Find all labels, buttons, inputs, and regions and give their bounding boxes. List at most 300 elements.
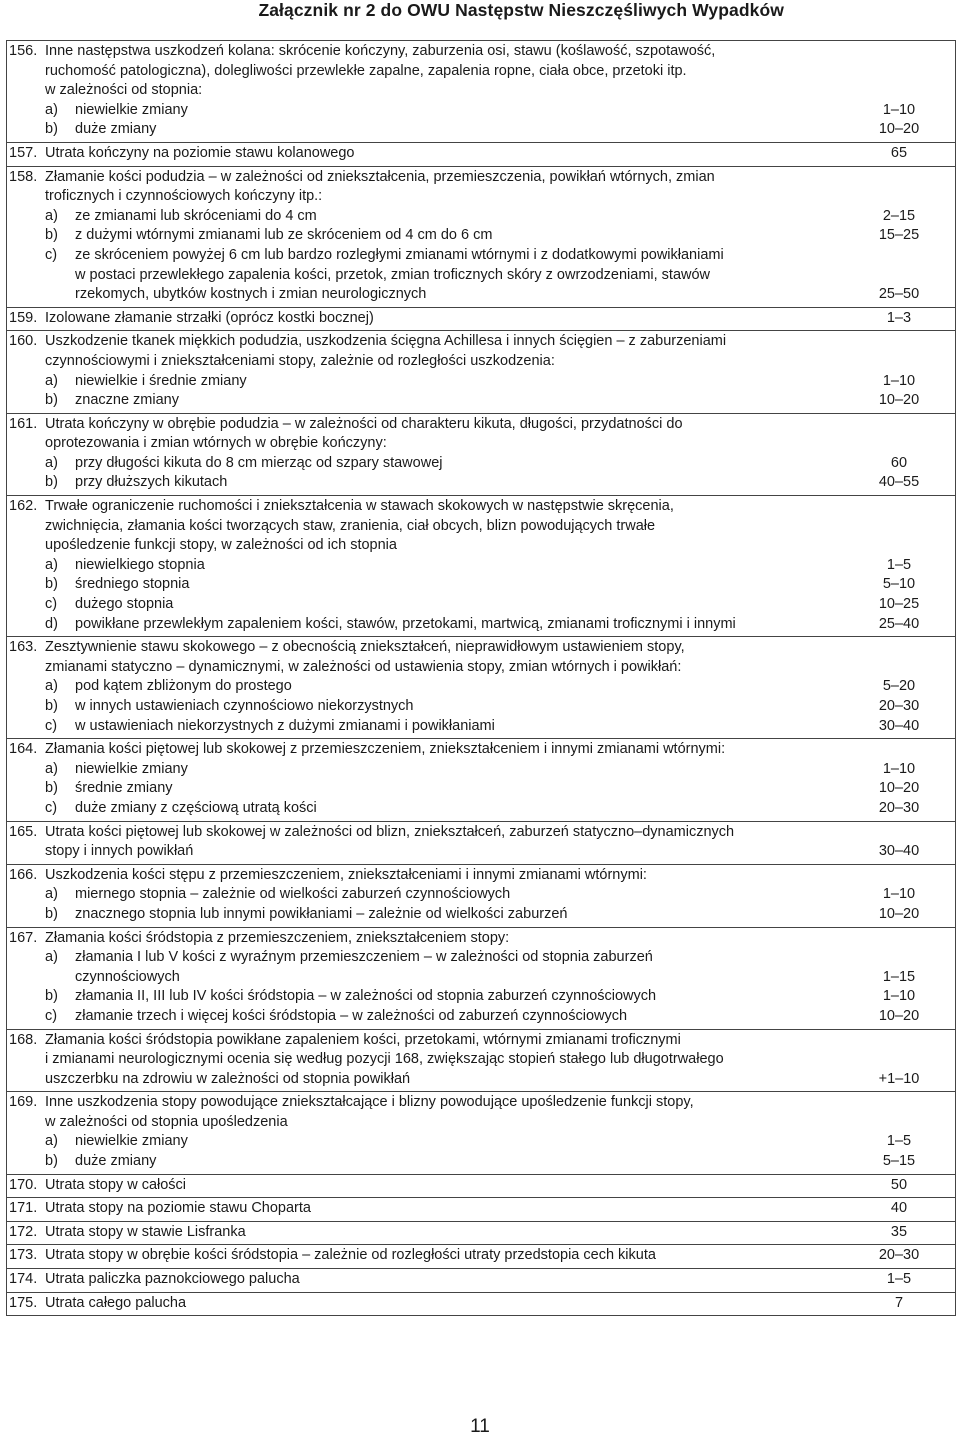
- percentage-value: [843, 929, 955, 949]
- row-description: [7, 454, 843, 474]
- item-letter: a): [45, 760, 58, 777]
- item-text: stopy i innych powikłań: [45, 843, 194, 860]
- row-description: [7, 1132, 843, 1152]
- percentage-value: 40–55: [878, 474, 920, 491]
- percentage-value: [843, 246, 955, 266]
- item-text: Utrata kończyny na poziomie stawu kolanowego: [45, 144, 355, 161]
- item-text: oprotezowania i zmian wtórnych w obrębie kończyny:: [45, 435, 387, 452]
- row-line: [7, 434, 955, 454]
- item-text: duże zmiany: [75, 1153, 157, 1170]
- table-row: [7, 822, 955, 865]
- percentage-value: 15–25: [878, 227, 920, 244]
- item-number: 160.: [9, 333, 38, 350]
- item-text: Utrata stopy w stawie Lisfranka: [45, 1223, 246, 1240]
- item-text: średniego stopnia: [75, 576, 190, 593]
- percentage-value: 65: [890, 144, 908, 161]
- item-text: niewielkiego stopnia: [75, 556, 205, 573]
- item-letter: b): [45, 780, 58, 797]
- injury-table: [6, 40, 956, 1316]
- item-letter: a): [45, 372, 58, 389]
- row-line: [7, 226, 955, 246]
- row-description: [7, 62, 843, 82]
- row-line: [7, 101, 955, 121]
- row-description: [7, 1093, 843, 1113]
- percentage-value: 10–20: [878, 121, 920, 138]
- table-row: [7, 1092, 955, 1174]
- table-row: [7, 143, 955, 167]
- row-line: [7, 615, 955, 635]
- item-number: 174.: [9, 1271, 38, 1288]
- document-header: Załącznik nr 2 do OWU Następstw Nieszczęśliwych Wypadków: [258, 0, 784, 20]
- item-text: Utrata paliczka paznokciowego palucha: [45, 1271, 300, 1288]
- row-line: [7, 1093, 955, 1113]
- row-line: [7, 823, 955, 843]
- percentage-value: [843, 658, 955, 678]
- row-description: [7, 1270, 843, 1290]
- item-letter: a): [45, 454, 58, 471]
- row-description: [7, 1176, 843, 1196]
- item-text: Uszkodzenia kości stępu z przemieszczeniem, zniekształceniami i innymi zmianami wtórnymi:: [45, 866, 647, 883]
- item-text: duże zmiany z częściową utratą kości: [75, 799, 317, 816]
- item-number: 171.: [9, 1200, 38, 1217]
- row-description: [7, 309, 843, 329]
- row-line: [7, 658, 955, 678]
- row-description: [7, 638, 843, 658]
- table-row: [7, 414, 955, 496]
- row-description: [7, 246, 843, 266]
- item-letter: b): [45, 1153, 58, 1170]
- row-description: [7, 866, 843, 886]
- item-text: Złamania kości śródstopia powikłane zapaleniem kości, przetokami, wtórnymi zmianami troficznymi: [45, 1031, 681, 1048]
- item-text: Zesztywnienie stawu skokowego – z obecnością zniekształceń, nieprawidłowym ustawieniem stopy,: [45, 639, 685, 656]
- row-description: [7, 1007, 843, 1027]
- percentage-value: [843, 638, 955, 658]
- row-description: [7, 168, 843, 188]
- row-description: [7, 81, 843, 101]
- item-text: złamanie trzech i więcej kości śródstopia – w zależności od zaburzeń czynnościowych: [75, 1007, 628, 1024]
- percentage-value: 10–20: [878, 1007, 920, 1024]
- row-line: [7, 968, 955, 988]
- row-description: [7, 1070, 843, 1090]
- item-text: rzekomych, ubytków kostnych i zmian neurologicznych: [75, 286, 427, 303]
- row-description: [7, 1113, 843, 1133]
- item-text: średnie zmiany: [75, 780, 173, 797]
- item-text: niewielkie zmiany: [75, 760, 188, 777]
- item-letter: c): [45, 596, 58, 613]
- row-line: [7, 246, 955, 266]
- item-text: Złamania kości śródstopia z przemieszczeniem, zniekształceniem stopy:: [45, 929, 510, 946]
- percentage-value: [843, 1113, 955, 1133]
- row-description: [7, 266, 843, 286]
- row-line: [7, 1270, 955, 1290]
- row-line: [7, 1031, 955, 1051]
- row-description: [7, 968, 843, 988]
- item-text: niewielkie i średnie zmiany: [75, 372, 247, 389]
- item-text: duże zmiany: [75, 121, 157, 138]
- row-line: [7, 638, 955, 658]
- percentage-value: 30–40: [878, 843, 920, 860]
- table-row: [7, 308, 955, 332]
- row-description: [7, 207, 843, 227]
- table-row: [7, 1293, 955, 1317]
- row-description: [7, 473, 843, 493]
- row-line: [7, 391, 955, 411]
- row-description: [7, 120, 843, 140]
- row-line: [7, 556, 955, 576]
- row-line: [7, 62, 955, 82]
- item-number: 156.: [9, 43, 38, 59]
- item-text: niewielkie zmiany: [75, 101, 188, 118]
- row-description: [7, 101, 843, 121]
- row-description: [7, 740, 843, 760]
- row-description: [7, 1050, 843, 1070]
- percentage-value: 35: [890, 1223, 908, 1240]
- item-letter: a): [45, 556, 58, 573]
- item-text: uszczerbku na zdrowiu w zależności od stopnia powikłań: [45, 1070, 411, 1087]
- item-text: Utrata stopy w obrębie kości śródstopia – zależnie od rozległości utraty przedstopia cech kikuta: [45, 1247, 656, 1264]
- item-text: w ustawieniach niekorzystnych z dużymi zmianami i powikłaniami: [75, 717, 495, 734]
- row-line: [7, 575, 955, 595]
- item-number: 168.: [9, 1031, 38, 1048]
- percentage-value: 10–20: [878, 905, 920, 922]
- row-description: [7, 760, 843, 780]
- item-text: niewielkie zmiany: [75, 1133, 188, 1150]
- row-line: [7, 779, 955, 799]
- item-text: zmianami statyczno – dynamicznymi, w zależności od ustawienia stopy, zmian wtórnych i powikłań:: [45, 658, 682, 675]
- percentage-value: 20–30: [878, 698, 920, 714]
- percentage-value: 25–40: [878, 615, 920, 632]
- item-number: 167.: [9, 929, 38, 946]
- row-line: [7, 1050, 955, 1070]
- item-text: przy długości kikuta do 8 cm mierząc od szpary stawowej: [75, 454, 443, 471]
- item-text: ruchomość patologiczna), dolegliwości przewlekłe zapalne, zapalenia ropne, ciała obce, przetoki itp.: [45, 62, 687, 79]
- item-number: 166.: [9, 866, 38, 883]
- percentage-value: [843, 1093, 955, 1113]
- percentage-value: [843, 1050, 955, 1070]
- row-line: [7, 144, 955, 164]
- percentage-value: 1–3: [886, 309, 912, 326]
- table-row: [7, 167, 955, 308]
- row-line: [7, 717, 955, 737]
- row-line: [7, 536, 955, 556]
- row-description: [7, 929, 843, 949]
- row-line: [7, 1223, 955, 1243]
- item-text: troficznych i czynnościowych kończyny itp.:: [45, 188, 323, 205]
- item-text: pod kątem zbliżonym do prostego: [75, 678, 292, 695]
- row-description: [7, 905, 843, 925]
- percentage-value: [843, 434, 955, 454]
- item-text: czynnościowych: [75, 968, 180, 985]
- item-number: 157.: [9, 144, 38, 161]
- row-description: [7, 372, 843, 392]
- item-text: Inne uszkodzenia stopy powodujące zniekształcające i blizny powodujące upośledzenie funkcji stopy,: [45, 1094, 694, 1111]
- row-line: [7, 309, 955, 329]
- row-line: [7, 517, 955, 537]
- percentage-value: 1–10: [882, 372, 916, 389]
- percentage-value: 1–5: [886, 556, 912, 573]
- row-description: [7, 885, 843, 905]
- table-row: [7, 1030, 955, 1093]
- percentage-value: 10–20: [878, 780, 920, 797]
- table-row: [7, 739, 955, 821]
- row-description: [7, 1199, 843, 1219]
- percentage-value: [843, 517, 955, 537]
- row-line: [7, 1199, 955, 1219]
- item-number: 170.: [9, 1176, 38, 1193]
- row-line: [7, 987, 955, 1007]
- row-description: [7, 1246, 843, 1266]
- percentage-value: 10–25: [878, 596, 920, 613]
- row-line: [7, 885, 955, 905]
- percentage-value: 10–20: [878, 392, 920, 409]
- item-text: zwichnięcia, złamania kości tworzących staw, zranienia, ciał obcych, blizn powodujących trwałe: [45, 517, 656, 534]
- row-line: [7, 168, 955, 188]
- row-description: [7, 1152, 843, 1172]
- row-line: [7, 1007, 955, 1027]
- row-line: [7, 187, 955, 207]
- row-line: [7, 497, 955, 517]
- item-letter: c): [45, 246, 58, 263]
- percentage-value: 25–50: [878, 286, 920, 303]
- item-number: 158.: [9, 168, 38, 185]
- row-description: [7, 144, 843, 164]
- row-description: [7, 226, 843, 246]
- item-letter: c): [45, 799, 58, 816]
- row-description: [7, 948, 843, 968]
- item-letter: a): [45, 207, 58, 224]
- percentage-value: +1–10: [878, 1070, 920, 1087]
- row-description: [7, 779, 843, 799]
- row-line: [7, 207, 955, 227]
- item-text: Izolowane złamanie strzałki (oprócz kostki bocznej): [45, 309, 374, 326]
- percentage-value: 5–10: [882, 576, 916, 593]
- percentage-value: [843, 497, 955, 517]
- row-description: [7, 717, 843, 737]
- row-description: [7, 536, 843, 556]
- row-line: [7, 372, 955, 392]
- item-letter: a): [45, 678, 58, 695]
- item-text: złamania II, III lub IV kości śródstopia – w zależności od stopnia zaburzeń czynnościowych: [75, 988, 657, 1005]
- row-description: [7, 415, 843, 435]
- item-text: ze skróceniem powyżej 6 cm lub bardzo rozległymi zmianami wtórnymi i z dodatkowymi powikłaniami: [75, 246, 724, 263]
- item-letter: b): [45, 905, 58, 922]
- table-row: [7, 331, 955, 413]
- row-description: [7, 595, 843, 615]
- item-text: Utrata stopy w całości: [45, 1176, 187, 1193]
- row-line: [7, 120, 955, 140]
- item-text: w postaci przewlekłego zapalenia kości, przetok, zmian troficznych skóry z owrzodzeniami, stawów: [75, 266, 711, 283]
- row-description: [7, 434, 843, 454]
- table-row: [7, 928, 955, 1030]
- item-text: czynnościowymi i zniekształceniami stopy, zależnie od rozległości uszkodzenia:: [45, 352, 555, 369]
- item-text: Złamania kości piętowej lub skokowej z przemieszczeniem, zniekształceniem i innymi zmianami wtórnymi:: [45, 741, 726, 758]
- row-description: [7, 187, 843, 207]
- percentage-value: 40: [890, 1200, 908, 1217]
- item-text: dużego stopnia: [75, 596, 174, 613]
- row-line: [7, 42, 955, 62]
- row-line: [7, 842, 955, 862]
- percentage-value: 20–30: [878, 1247, 920, 1264]
- item-text: w innych ustawieniach czynnościowo niekorzystnych: [75, 698, 414, 714]
- row-description: [7, 987, 843, 1007]
- item-text: z dużymi wtórnymi zmianami lub ze skróceniem od 4 cm do 6 cm: [75, 227, 493, 244]
- row-line: [7, 799, 955, 819]
- row-line: [7, 285, 955, 305]
- percentage-value: [843, 332, 955, 352]
- item-number: 163.: [9, 639, 38, 656]
- item-number: 169.: [9, 1094, 38, 1111]
- percentage-value: 60: [890, 454, 908, 471]
- item-text: Inne następstwa uszkodzeń kolana: skrócenie kończyny, zaburzenia osi, stawu (koślawość, szpotawość,: [45, 43, 716, 59]
- item-letter: b): [45, 227, 58, 244]
- item-text: przy dłuższych kikutach: [75, 474, 228, 491]
- percentage-value: 1–10: [882, 886, 916, 903]
- item-text: Utrata całego palucha: [45, 1294, 187, 1311]
- row-description: [7, 332, 843, 352]
- row-line: [7, 1246, 955, 1266]
- item-text: znacznego stopnia lub innymi powikłaniami – zależnie od wielkości zaburzeń: [75, 905, 568, 922]
- item-number: 172.: [9, 1223, 38, 1240]
- item-text: w zależności od stopnia upośledzenia: [45, 1113, 288, 1130]
- item-number: 159.: [9, 309, 38, 326]
- item-text: ze zmianami lub skróceniami do 4 cm: [75, 207, 317, 224]
- item-number: 164.: [9, 741, 38, 758]
- percentage-value: 1–5: [886, 1133, 912, 1150]
- row-description: [7, 842, 843, 862]
- percentage-value: 5–15: [882, 1153, 916, 1170]
- row-line: [7, 1152, 955, 1172]
- row-description: [7, 391, 843, 411]
- item-number: 162.: [9, 498, 38, 515]
- percentage-value: [843, 42, 955, 62]
- row-line: [7, 266, 955, 286]
- item-text: Trwałe ograniczenie ruchomości i zniekształcenia w stawach skokowych w następstwie skręcenia,: [45, 498, 674, 515]
- item-number: 165.: [9, 823, 38, 840]
- percentage-value: [843, 823, 955, 843]
- table-row: [7, 637, 955, 739]
- row-description: [7, 352, 843, 372]
- item-text: Utrata kości piętowej lub skokowej w zależności od blizn, zniekształceń, zaburzeń statyczno–dynamicznych: [45, 823, 735, 840]
- row-line: [7, 1176, 955, 1196]
- item-letter: b): [45, 988, 58, 1005]
- row-line: [7, 473, 955, 493]
- item-text: w zależności od stopnia:: [45, 82, 203, 99]
- row-description: [7, 1294, 843, 1314]
- row-line: [7, 1294, 955, 1314]
- row-line: [7, 1113, 955, 1133]
- row-description: [7, 615, 843, 635]
- row-description: [7, 1223, 843, 1243]
- row-description: [7, 285, 843, 305]
- percentage-value: [843, 536, 955, 556]
- row-description: [7, 799, 843, 819]
- row-description: [7, 517, 843, 537]
- row-line: [7, 454, 955, 474]
- row-line: [7, 595, 955, 615]
- row-description: [7, 42, 843, 62]
- percentage-value: [843, 740, 955, 760]
- percentage-value: 20–30: [878, 799, 920, 816]
- table-row: [7, 1222, 955, 1246]
- item-letter: a): [45, 886, 58, 903]
- row-description: [7, 1031, 843, 1051]
- percentage-value: 1–15: [882, 968, 916, 985]
- item-letter: b): [45, 474, 58, 491]
- percentage-value: [843, 866, 955, 886]
- percentage-value: 1–10: [882, 760, 916, 777]
- row-line: [7, 677, 955, 697]
- row-line: [7, 929, 955, 949]
- row-description: [7, 677, 843, 697]
- table-row: [7, 1245, 955, 1269]
- item-letter: b): [45, 392, 58, 409]
- row-description: [7, 575, 843, 595]
- item-number: 161.: [9, 415, 38, 432]
- row-description: [7, 697, 843, 717]
- percentage-value: 30–40: [878, 717, 920, 734]
- row-line: [7, 1132, 955, 1152]
- item-text: złamania I lub V kości z wyraźnym przemieszczeniem – w zależności od stopnia zaburzeń: [75, 949, 653, 966]
- percentage-value: 1–10: [882, 101, 916, 118]
- table-row: [7, 496, 955, 637]
- item-letter: a): [45, 1133, 58, 1150]
- item-letter: c): [45, 717, 58, 734]
- row-line: [7, 760, 955, 780]
- item-letter: a): [45, 101, 58, 118]
- item-number: 175.: [9, 1294, 38, 1311]
- percentage-value: 5–20: [882, 678, 916, 695]
- row-line: [7, 697, 955, 717]
- item-number: 173.: [9, 1247, 38, 1264]
- item-letter: b): [45, 698, 58, 714]
- item-text: miernego stopnia – zależnie od wielkości zaburzeń czynnościowych: [75, 886, 511, 903]
- item-letter: b): [45, 121, 58, 138]
- item-text: upośledzenie funkcji stopy, w zależności od ich stopnia: [45, 537, 397, 554]
- table-row: [7, 1269, 955, 1293]
- percentage-value: [843, 62, 955, 82]
- row-line: [7, 1070, 955, 1090]
- percentage-value: [843, 266, 955, 286]
- table-row: [7, 865, 955, 928]
- item-text: Utrata stopy na poziomie stawu Choparta: [45, 1200, 311, 1217]
- row-line: [7, 415, 955, 435]
- percentage-value: 1–10: [882, 988, 916, 1005]
- item-text: Złamanie kości podudzia – w zależności od zniekształcenia, przemieszczenia, powikłań wtórnych, zmian: [45, 168, 715, 185]
- percentage-value: [843, 168, 955, 188]
- percentage-value: 1–5: [886, 1271, 912, 1288]
- row-description: [7, 497, 843, 517]
- percentage-value: [843, 1031, 955, 1051]
- row-line: [7, 332, 955, 352]
- item-letter: b): [45, 576, 58, 593]
- percentage-value: 50: [890, 1176, 908, 1193]
- table-row: [7, 41, 955, 143]
- row-line: [7, 81, 955, 101]
- percentage-value: 7: [894, 1294, 904, 1311]
- percentage-value: [843, 352, 955, 372]
- row-description: [7, 658, 843, 678]
- item-text: Uszkodzenie tkanek miękkich podudzia, uszkodzenia ścięgna Achillesa i innych ścięgien – z zaburzeniami: [45, 333, 727, 350]
- item-text: powikłane przewlekłym zapaleniem kości, stawów, przetokami, martwicą, zmianami troficznymi i innymi: [75, 615, 736, 632]
- page-number: 11: [470, 1416, 490, 1437]
- item-letter: a): [45, 949, 58, 966]
- percentage-value: [843, 415, 955, 435]
- percentage-value: [843, 81, 955, 101]
- row-line: [7, 948, 955, 968]
- percentage-value: [843, 187, 955, 207]
- row-line: [7, 866, 955, 886]
- table-row: [7, 1198, 955, 1222]
